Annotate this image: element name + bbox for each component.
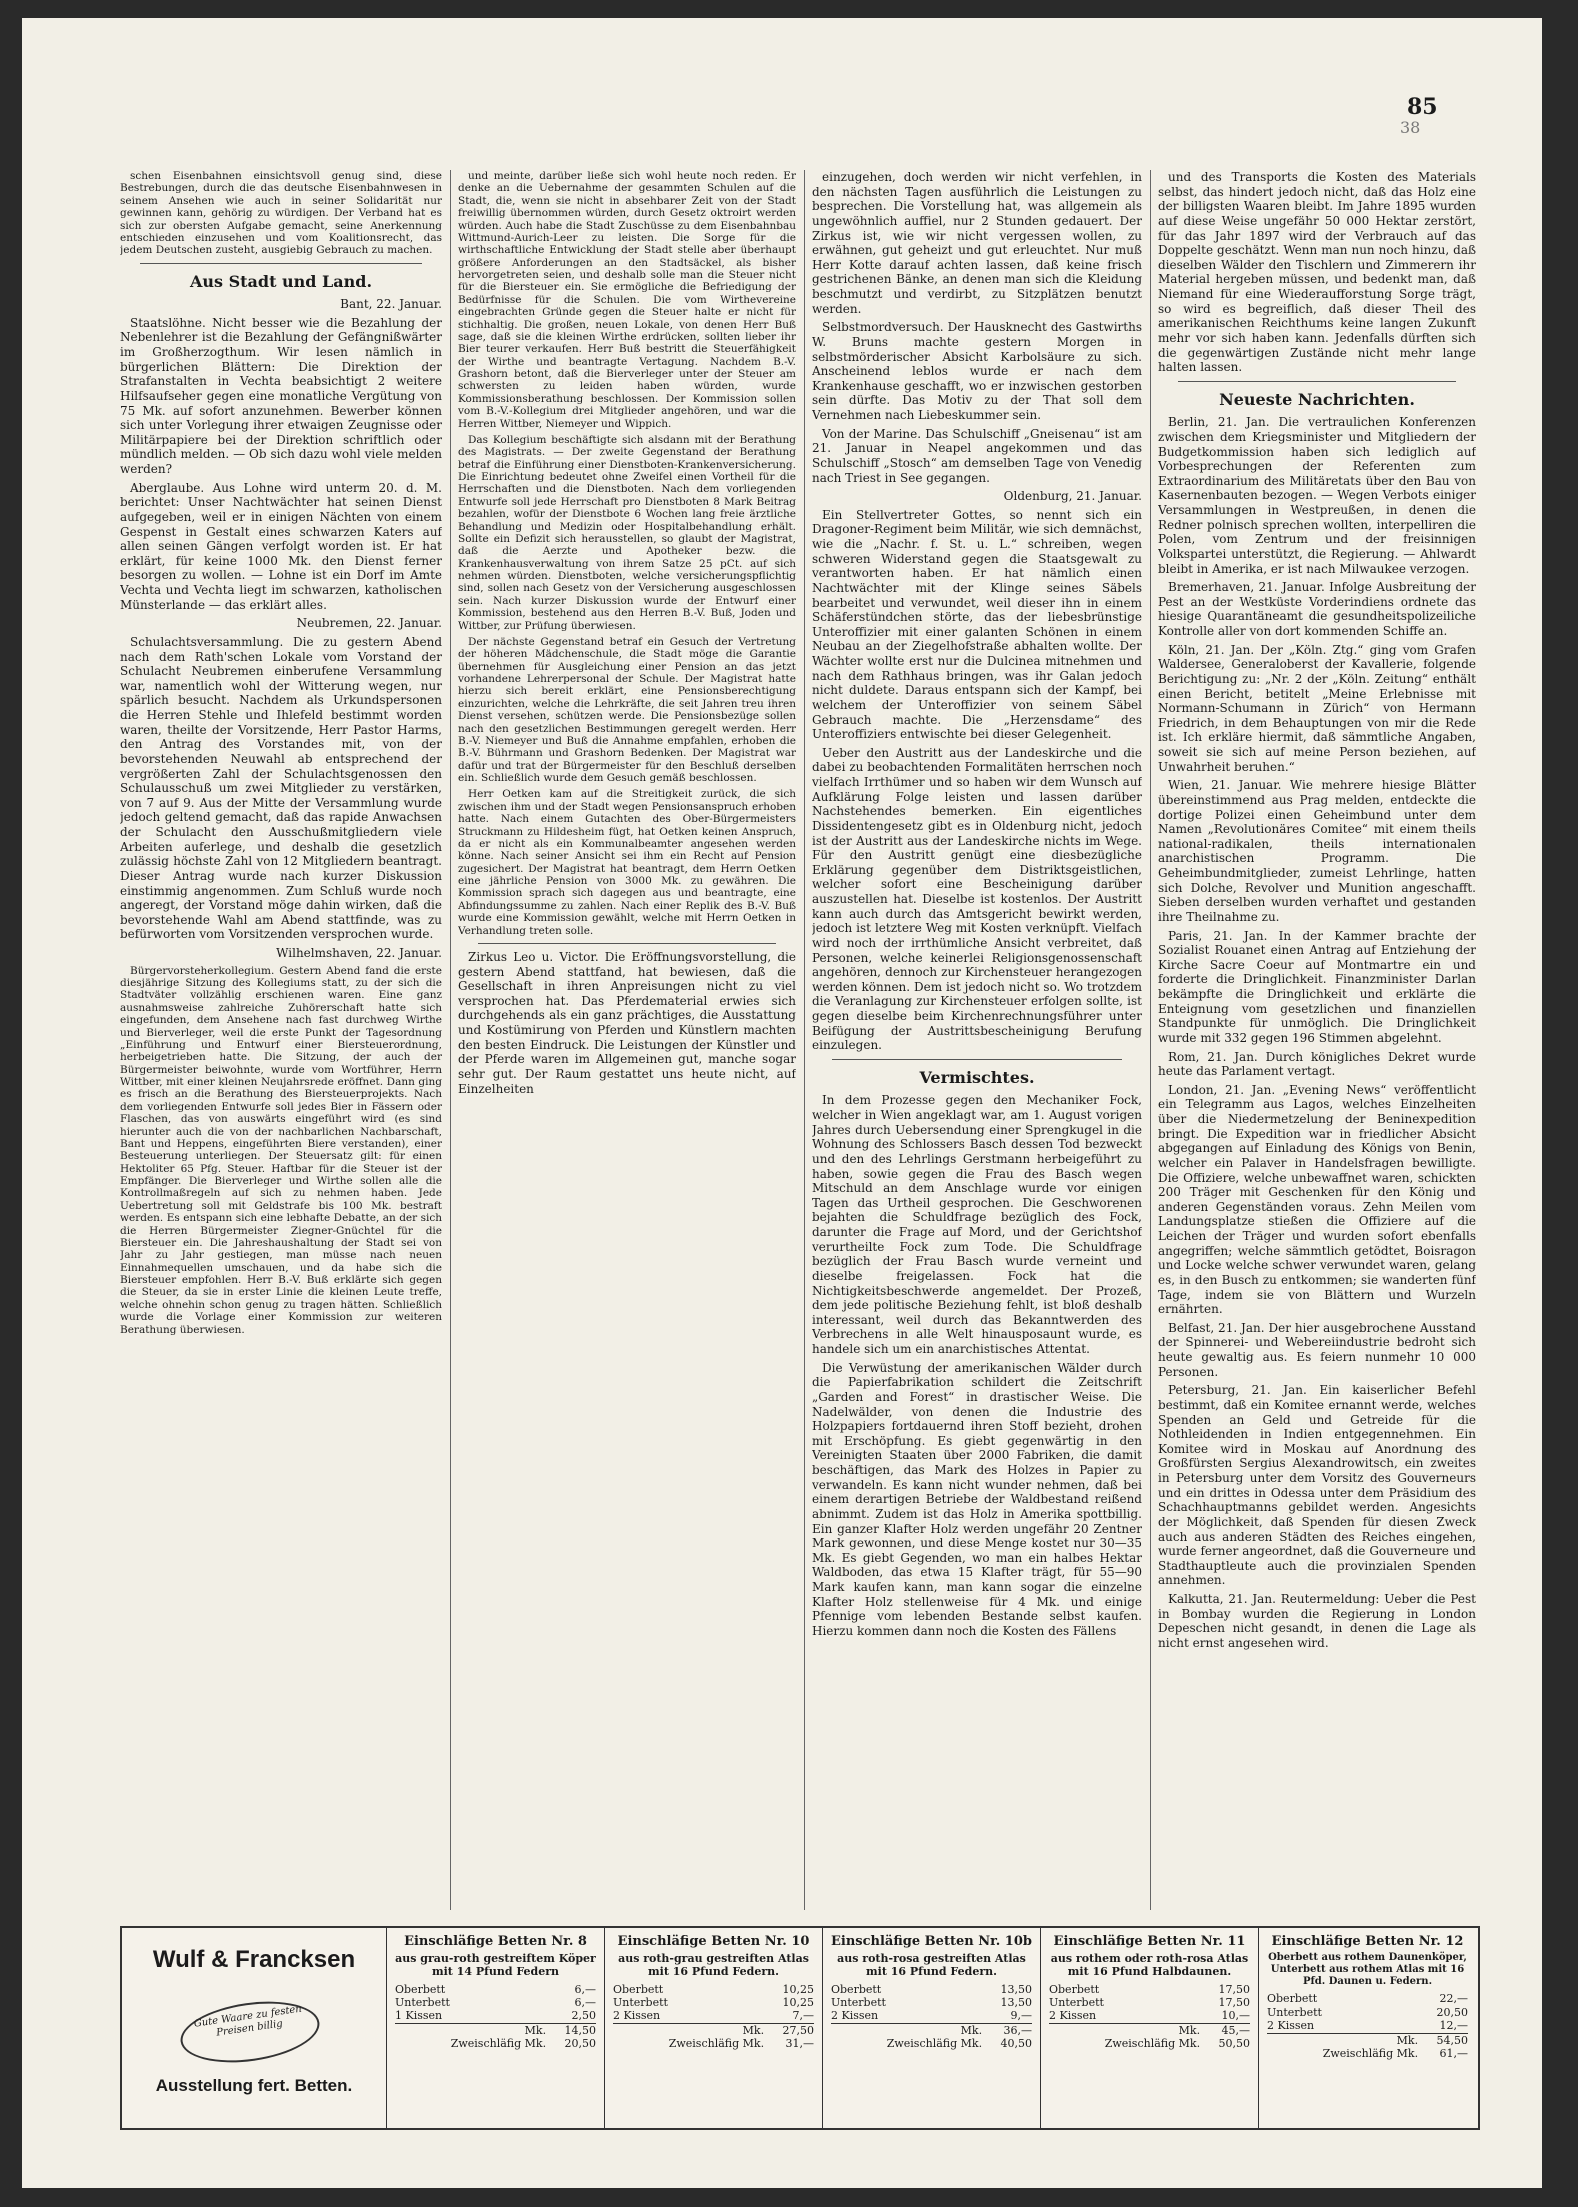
double-price: 31,—: [785, 2037, 814, 2051]
offer-bed-11: [1040, 1928, 1258, 2128]
item-label: Unterbett: [613, 1996, 668, 2010]
double-price: 61,—: [1439, 2047, 1468, 2061]
news-item: Paris, 21. Jan. In der Kammer brachte der Sozialist Rouanet einen Antrag auf Entziehung der Kirche Sacre Coeur auf Montmartre ein und forderte die Dringlichkeit. Finanzminister Darlan bekämpfte die Dringlichkeit und erklärte die Enteignung vom gesetzlichen und finanziellen Standpunkte für unmöglich. Die Dringlichkeit wurde mit 332 gegen 196 Stimmen abgelehnt.: [1158, 928, 1476, 1045]
item-label: Oberbett: [1267, 1992, 1318, 2006]
dateline: Wilhelmshaven, 22. Januar.: [276, 946, 442, 961]
article-staatsloehne: Staatslöhne. Nicht besser wie die Bezahlung der Nebenlehrer ist die Bezahlung der Gefängnißwärter im Großherzogthum. Wir lesen nämlich in bürgerlichen Blättern: Die Direktion der Strafanstalten in Vechta beabsichtigt 2 weitere Hilfsaufseher gegen eine monatliche Vergütung von 75 Mk. auf sofort anzunehmen. Bewerber können sich unter Vorlegung ihrer etwaigen Zeugnisse oder Militärpapiere bei der Direktion schriftlich oder mündlich melden. — Ob sich dazu wohl viele melden werden?: [120, 315, 442, 477]
section-title-local: Aus Stadt und Land.: [189, 271, 373, 291]
offer-description: aus rothem oder roth-rosa Atlas mit 16 Pfund Halbdaunen.: [1050, 1951, 1249, 1979]
total-label: Mk.: [395, 2023, 546, 2037]
item-label: Unterbett: [1267, 2005, 1322, 2019]
offer-title: Einschläfige Betten Nr. 10b: [831, 1934, 1032, 1949]
double-label: Zweischläfig Mk.: [450, 2037, 547, 2051]
article-maedchenschule: Der nächste Gegenstand betraf ein Gesuch der Vertretung der höheren Mädchenschule, die Stadt möge die Garantie übernehmen für Ausgleichung einer Pension an das jetzt vorhandene Lehrerpersonal der Schule. Der Magistrat hatte hierzu sich bereit erklärt, eine Pensionsberechtigung einzurichten, welche die Lehrkräfte, die seit Jahren treu ihren Dienst versehen, schützen werde. Die Pensionsbezüge sollen nach den gesetzlichen Bestimmungen geregelt werden. Herr B.-V. Niemeyer und Buß die Annahme empfahlen, erhoben die B.-V. Bührmann und Grashorn Bedenken. Der Magistrat war dafür und trat der Bürgermeister für den Beschluß derselben ein. Schließlich wurde dem Gesuch gemäß beschlossen.: [458, 635, 796, 784]
article-waelder: Die Verwüstung der amerikanischen Wälder durch die Papierfabrikation schildert die Zeitschrift „Garden and Forest“ in drastischer Weise. Die Nadelwälder, von denen die Industrie des Holzpapiers fortdauernd ihren Stoff bezieht, drohen mit Erschöpfung. Es giebt gegenwärtig in den Vereinigten Staaten über 2000 Fabriken, die damit beschäftigen, das Mark des Holzes in Papier zu verwandeln. Es kann nicht wunder nehmen, daß bei einem derartigen Betriebe der Waldbestand reißend abnimmt. Zudem ist das Holz in Amerika spottbillig. Ein ganzer Klafter Holz werden ungefähr 20 Zentner Mark gewonnen, und diese Menge kostet nur 30—35 Mk. Es giebt Gegenden, wo man ein halbes Hektar Waldboden, das etwa 15 Klafter trägt, für 55—90 Mark kaufen kann, man kann sogar die einzelne Klafter Holz stellenweise für 4 Mk. und einige Pfennige vom lebenden Bestande selbst kaufen. Hierzu kommen dann noch die Kosten des Fällens: [812, 1360, 1142, 1638]
dateline: Neubremen, 22. Januar.: [296, 616, 442, 631]
item-price: 17,50: [1218, 1996, 1250, 2010]
offer-bed-12: [1258, 1928, 1476, 2128]
advert-firm-name: Wulf & Francksen: [152, 1946, 356, 1973]
news-item: Belfast, 21. Jan. Der hier ausgebrochene Ausstand der Spinnerei- und Webereiindustrie bedroht sich heute gewaltig aus. Es feiern nunmehr 10 000 Personen.: [1158, 1320, 1476, 1379]
advert-stamp: Gute Waare zu festen Preisen billig: [177, 1994, 324, 2071]
item-price: 6,—: [574, 1996, 596, 2010]
offer-bed-10: [604, 1928, 822, 2128]
column-rule: [1150, 170, 1151, 1910]
article-landeskirche: Ueber den Austritt aus der Landeskirche und die dabei zu beobachtenden Formalitäten herrschen noch vielfach Irrthümer und so haben wir dem Wunsch auf Aufklärung Folge leisten und lassen darüber Nachstehendes bemerken. Ein eigentliches Dissidentengesetz gibt es in Oldenburg nicht, jedoch ist der Austritt aus der Landeskirche nichts im Wege. Für den Austritt genügt eine diesbezügliche Erklärung gegenüber dem Distriktsgeistlichen, welcher sofort eine Bescheinigung darüber auszustellen hat. Dieselbe ist kostenlos. Der Austritt kann auch durch das Amtsgericht bewirkt werden, jedoch ist letztere Weg mit Kosten verknüpft. Vielfach wird noch der irrthümliche Ansicht verbreitet, daß Personen, welche keinerlei Religionsgenossenschaft angehören, dennoch zur Kirchensteuer herangezogen werden können. Dem ist jedoch nicht so. Wo trotzdem die Veranlagung zur Kirchensteuer erfolgen sollte, ist gegen dieselbe beim Kirchenrechnungsführer unter Beifügung der Austrittsbescheinigung Berufung einzulegen.: [812, 745, 1142, 1053]
offer-title: Einschläfige Betten Nr. 12: [1271, 1934, 1464, 1949]
item-price: 10,25: [782, 1982, 814, 1996]
item-label: Oberbett: [395, 1982, 446, 1996]
item-price: 13,50: [1000, 1996, 1032, 2010]
article-pension: Herr Oetken kam auf die Streitigkeit zurück, die sich zwischen ihm und der Stadt wegen Pensionsanspruch erhoben hatte. Nach einem Gutachten des Ober-Bürgermeisters Struckmann zu Hildesheim fügt, hat Oetken keinen Anspruch, da er nicht als ein Kommunalbeamter angesehen werden könne. Nach seiner Ansicht sei ihm ein Recht auf Pension zugesichert. Der Magistrat hat beantragt, dem Herrn Oetken eine jährliche Pension von 3000 Mk. zu gewähren. Die Kommission sprach sich dagegen aus und beantragte, eine Abfindungssumme zu zahlen. Nach einer Replik des B.-V. Buß wurde eine Kommission gewählt, welche mit Herrn Oetken in Verhandlung treten solle.: [458, 788, 796, 937]
offer-title: Einschläfige Betten Nr. 11: [1053, 1934, 1246, 1949]
column-rule: [804, 170, 805, 1910]
item-price: 22,—: [1439, 1992, 1468, 2006]
item-price: 9,—: [1010, 2009, 1032, 2023]
total-label: Mk.: [831, 2023, 982, 2037]
offer-bed-10b: [822, 1928, 1040, 2128]
column-4: [1158, 170, 1476, 1910]
article-zirkus: Zirkus Leo u. Victor. Die Eröffnungsvorstellung, die gestern Abend stattfand, hat bewiesen, daß die Gesellschaft in ihren Anpreisungen nicht zu viel versprochen hat. Das Pferdematerial erwies sich durchgehends als ein ganz prächtiges, die Ausstattung und Kostümirung von Pferden und Künstlern machten den besten Eindruck. Die Leistungen der Künstler und der Pferde waren im Allgemeinen gut, manche sogar sehr gut. Der Raum gestattet uns heute nicht, auf Einzelheiten: [458, 949, 796, 1096]
total-price: 45,—: [1200, 2023, 1250, 2037]
article-waelder-cont: und des Transports die Kosten des Materials selbst, das hindert jedoch nicht, daß das Holz eine der billigsten Waaren bleibt. Im Jahre 1895 wurden auf diese Weise ungefähr 50 000 Hektar zerstört, für das Jahr 1897 wird der Verbrauch auf das Doppelte geschätzt. Wenn man nun noch hinzu, daß dieselben Wälder den Tischlern und Zimmerern ihr Material hergeben müssen, und bedenkt man, daß Niemand für eine Wiederaufforstung Sorge trägt, so wird es begreiflich, daß dieser Theil des amerikanischen Reichthums keine langen Zukunft mehr vor sich haben kann. Jedenfalls dürften sich die gegenwärtigen Zustände nicht mehr lange halten lassen.: [1158, 170, 1476, 375]
total-price: 54,50: [1418, 2033, 1468, 2047]
item-price: 2,50: [571, 2009, 596, 2023]
page-mark: 38: [1400, 118, 1421, 137]
divider: [478, 943, 776, 944]
item-label: 2 Kissen: [1049, 2009, 1097, 2023]
page-number: 85: [1407, 94, 1438, 120]
item-label: Oberbett: [613, 1982, 664, 1996]
offer-price-table: [613, 1983, 814, 2051]
total-price: 14,50: [546, 2023, 596, 2037]
article-prozess: In dem Prozesse gegen den Mechaniker Fock, welcher in Wien angeklagt war, am 1. August vorigen Jahres durch Uebersendung einer Sprengkugel in die Wohnung des Schlossers Basch dessen Tod bezweckt und den des Lehrlings Gerstmann herbeigeführt zu haben, sowie gegen die Frau des Basch wegen Mitschuld an dem Anschlage wurde vor einigen Tagen das Urtheil gesprochen. Die Geschworenen bejahten die Schuldfrage bezüglich des Fock, darunter die Frage auf Mord, und der Gerichtshof verurtheilte Fock zum Tode. Die Schuldfrage bezüglich der Frau Basch wurde verneint und dieselbe freigelassen. Fock hat die Nichtigkeitsbeschwerde angemeldet. Der Prozeß, dem jede politische Beziehung fehlt, ist bloß deshalb interessant, weil durch das Bekanntwerden des Verbrechens in alle Welt hinausposaunt wurde, es handele sich um ein anarchistisches Attentat.: [812, 1093, 1142, 1357]
double-label: Zweischläfig Mk.: [668, 2037, 765, 2051]
item-price: 13,50: [1000, 1982, 1032, 1996]
column-rule: [450, 170, 451, 1910]
double-price: 50,50: [1218, 2037, 1250, 2051]
offer-description: aus grau-roth gestreiftem Köper mit 14 Pfund Federn: [395, 1951, 596, 1979]
item-price: 10,—: [1221, 2009, 1250, 2023]
article-zirkus-cont: einzugehen, doch werden wir nicht verfehlen, in den nächsten Tagen ausführlich die Leistungen zu besprechen. Die Vorstellung hat, was allgemein als ungewöhnlich auffiel, nur 2 Stunden gedauert. Der Zirkus ist, wie wir nicht vergessen wollen, zu erwähnen, gut geheizt und gut erleuchtet. Nur muß Herr Kotte darauf achten lassen, daß keine frisch gestrichenen Bänke, an denen man sich die Kleidung beschmutzt und verdirbt, zu Sitzplätzen benutzt werden.: [812, 170, 1142, 316]
item-price: 20,50: [1436, 2005, 1468, 2019]
item-price: 10,25: [782, 1996, 814, 2010]
item-label: Unterbett: [1049, 1996, 1104, 2010]
news-item: Rom, 21. Jan. Durch königliches Dekret wurde heute das Parlament vertagt.: [1158, 1049, 1476, 1079]
offer-description: aus roth-grau gestreiften Atlas mit 16 Pfund Federn.: [618, 1951, 809, 1979]
section-title-news: Neueste Nachrichten.: [1219, 389, 1415, 409]
offer-price-table: [1267, 1992, 1468, 2060]
article-selbstmord: Selbstmordversuch. Der Hausknecht des Gastwirths W. Bruns machte gestern Morgen in selbstmörderischer Absicht Karbolsäure zu sich. Anscheinend leblos wurde er nach dem Krankenhause geschafft, wo er inzwischen gestorben sein dürfte. Das Motiv zu der That soll dem Vernehmen nach Liebeskummer sein.: [812, 320, 1142, 422]
offer-bed-8: [386, 1928, 604, 2128]
news-item: Berlin, 21. Jan. Die vertraulichen Konferenzen zwischen dem Kriegsminister und Mitgliedern der Budgetkommission haben sich lediglich auf Vorbesprechungen der Referenten zum Extraordinarium des Militäretats über den Bau von Kasernenbauten bezogen. — Wegen Verbots einiger Versammlungen in Westpreußen, in denen die Redner polnisch sprechen wollten, interpelliren die Polen, vom Zentrum und der freisinnigen Volkspartei unterstützt, die Regierung. — Ahlwardt bleibt in Amerika, er ist nach Milwaukee verzogen.: [1158, 415, 1476, 576]
total-label: Mk.: [1049, 2023, 1200, 2037]
total-label: Mk.: [1267, 2033, 1418, 2047]
offer-price-table: [1049, 1983, 1250, 2051]
newspaper-page: [22, 18, 1542, 2188]
news-item: London, 21. Jan. „Evening News“ veröffentlicht ein Telegramm aus Lagos, welches Einzelheiten über die Niedermetzelung der Beninexpedition bringt. Die Expedition war in friedlicher Absicht abgegangen auf Einladung des Königs von Benin, welcher ein Palaver in Handelsfragen bewilligte. Die Offiziere, welche unbewaffnet waren, schickten 200 Träger mit Geschenken für den König und anderen Gegenständen voraus. Zehn Meilen vom Landungsplatze stießen die Offiziere auf die Leichen der Träger und wurden sofort ebenfalls angegriffen; welche sämmtlich getödtet, Boisragon und Locke welche schwer verwundet waren, gelang es, in den Busch zu entkommen; sie wanderten fünf Tage, indem sie von Blättern und Wurzeln ernährten.: [1158, 1082, 1476, 1317]
item-label: 2 Kissen: [831, 2009, 879, 2023]
offer-price-table: [395, 1983, 596, 2051]
dateline: Oldenburg, 21. Januar.: [1003, 489, 1142, 504]
column-3: [812, 170, 1142, 1910]
item-label: 2 Kissen: [613, 2009, 661, 2023]
item-price: 7,—: [792, 2009, 814, 2023]
article-buergervorsteher: Bürgervorsteherkollegium. Gestern Abend fand die erste diesjährige Sitzung des Kollegiums statt, zu der sich die Stadtväter vollzählig erschienen waren. Eine ganz ausnahmsweise zahlreiche Zuhörerschaft hatte sich eingefunden, dem Ansehene nach fast durchweg Wirthe und Bierverleger, weil die erste Punkt der Tagesordnung „Einführung und Entwurf einer Biersteuerordnung, herbeigetrieben hatte. Die Sitzung, der auch der Bürgermeister beiwohnte, wurde vom Wortführer, Herrn Wittber, mit einer kleinen Neujahrsrede eröffnet. Dann ging es frisch an die Berathung des Biersteuerprojekts. Nach dem vorliegenden Entwurfe soll jedes Bier in Fässern oder Flaschen, das von auswärts eingeführt wird (es sind hierunter auch die von der nachbarlichen Nachbarschaft, Bant und Heppens, eingeführten Biere verstanden), einer Besteuerung unterliegen. Der Steuersatz gilt: für einen Hektoliter 65 Pfg. Steuer. Haftbar für die Steuer ist der Empfänger. Die Bierverleger und Wirthe sollen alle die Kontrollmaßregeln auf sich zu nehmen haben. Jede Uebertretung soll mit Geldstrafe bis 100 Mk. bestraft werden. Es entspann sich eine lebhafte Debatte, an der sich die Herren Bürgermeister Ziegner-Gnüchtel für die Biersteuer ein. Die Jahreshaushaltung der Stadt sei von Jahr zu Jahr gestiegen, man müsse nach neuen Einnahmequellen umschauen, und da habe sich die Biersteuer empfohlen. Herr B.-V. Buß erklärte sich gegen die Steuer, da sie in erster Linie die kleinen Leute treffe, welche ohnehin schon genug zu tragen hätten. Schließlich wurde die Vorlage einer Kommission zur weiteren Berathung überwiesen.: [120, 964, 442, 1336]
double-price: 40,50: [1000, 2037, 1032, 2051]
item-price: 12,—: [1439, 2019, 1468, 2033]
divider: [1178, 381, 1456, 382]
article-intro: schen Eisenbahnen einsichtsvoll genug sind, diese Bestrebungen, durch die das deutsche Eisenbahnwesen in seinem Ansehen wie auch in seiner Solidarität nur gewinnen kann, gehörig zu würdigen. Der Verband hat es sich zur obersten Aufgabe gemacht, seine Anerkennung entschieden einzusehen und vom Koalitionsrecht, das jedem Deutschen zusteht, ausgiebig Gebrauch zu machen.: [120, 170, 442, 257]
double-price: 20,50: [564, 2037, 596, 2051]
news-item: Petersburg, 21. Jan. Ein kaiserlicher Befehl bestimmt, daß ein Komitee ernannt werde, welches Spenden an Geld und Getreide für die Nothleidenden in Indien entgegennehmen. Ein Komitee wird in Moskau auf Anordnung des Großfürsten Sergius Alexandrowitsch, ein zweites in Petersburg unter dem Vorsitz des Gouverneurs und ein drittes in Odessa unter dem Präsidium des Schachhauptmanns gebildet werden. Angesichts der Möglichkeit, daß Spenden für diesen Zweck auch aus anderen Städten des Reiches eingehen, wurde ferner angeordnet, daß die Gouverneure und Stadthauptleute auch die provinzialen Spenden annehmen.: [1158, 1383, 1476, 1588]
item-price: 6,—: [574, 1982, 596, 1996]
article-continuation: und meinte, darüber ließe sich wohl heute noch reden. Er denke an die Uebernahme der gesammten Schulen auf die Stadt, die, wenn sie nicht in absehbarer Zeit von der Stadt freiwillig übernommen würden, durch Gesetz oktroirt werden würden. Auch habe die Stadt Zuschüsse zu dem Eisenbahnbau Wittmund-Aurich-Leer zu leisten. Die Sorge für die wirthschaftliche Entwicklung der Stadt stelle aber überhaupt größere Anforderungen an den Stadtsäckel, als bisher hervorgetreten seien, und deshalb solle man die Steuer nicht für die Biersteuer ein. Sie ermögliche die Befriedigung der Bedürfnisse für die Schulen. Die vom Wirthevereine eingebrachten Gründe gegen die Steuer halte er nicht für stichhaltig. Die großen, neuen Lokale, von denen Herr Buß sage, daß sie die kleinen Wirthe erdrücken, sollten lieber ihr Bier teurer verkaufen. Herr Buß bestritt die Steuerfähigkeit der Wirthe und beantragte Vertagung. Nachdem B.-V. Grashorn betont, daß die Bierverleger unter der Steuer am schwersten zu leiden haben würden, wurde Kommissionsberathung beschlossen. Der Kommission sollen vom B.-V.-Kollegium drei Mitglieder angehören, und war die Herren Wittber, Niemeyer und Wippich.: [458, 170, 796, 430]
news-item: Wien, 21. Januar. Wie mehrere hiesige Blätter übereinstimmend aus Prag melden, entdeckte die dortige Polizei einen Geheimbund unter dem Namen „Revolutionäres Comitee“ mit einem theils national-radikalen, theils internationalen anarchistischen Programm. Die Geheimbundmitglieder, zumeist Lehrlinge, hatten sich Dolche, Revolver und Munition angeschafft. Sieben derselben wurden verhaftet und gestanden ihre Theilnahme zu.: [1158, 778, 1476, 924]
offer-title: Einschläfige Betten Nr. 8: [404, 1934, 587, 1949]
total-price: 27,50: [764, 2023, 814, 2037]
double-label: Zweischläfig Mk.: [1322, 2047, 1419, 2061]
article-krankenversicherung: Das Kollegium beschäftigte sich alsdann mit der Berathung des Magistrats. — Der zweite Gegenstand der Berathung betraf die Einführung einer Dienstboten-Krankenversicherung. Die Einrichtung bedeutet ohne Zweifel einen Vortheil für die Herrschaften und die Dienstboten. Nach dem vorliegenden Entwurfe soll jede Herrschaft pro Dienstboten 8 Mark Beitrag bezahlen, wofür der Dienstbote 6 Wochen lang freie ärztliche Behandlung und Medizin oder Hospitalbehandlung erhält. Sollte ein Defizit sich herausstellen, so glaubt der Magistrat, daß die Aerzte und Apotheker bezw. die Krankenhausverwaltung von ihrem Satze 25 pCt. auf sich nehmen würden. Dienstboten, welche versicherungspflichtig sind, sollen nach Gesetz von der Versicherung ausgeschlossen sein. Nach kurzer Diskussion wurde der Entwurf einer Kommission, bestehend aus den Herren B.-V. Buß, Joden und Wittber, zur Prüfung überwiesen.: [458, 433, 796, 632]
column-2: [458, 170, 796, 1910]
divider: [832, 1059, 1122, 1060]
item-label: Oberbett: [1049, 1982, 1100, 1996]
offer-price-table: [831, 1983, 1032, 2051]
news-item: Kalkutta, 21. Jan. Reutermeldung: Ueber die Pest in Bombay wurden die Regierung in London Depeschen nicht gesandt, in denen die Lage als nicht ernst angesehen wird.: [1158, 1592, 1476, 1650]
bedding-advertisement: [120, 1926, 1480, 2130]
double-label: Zweischläfig Mk.: [886, 2037, 983, 2051]
item-label: 1 Kissen: [395, 2009, 443, 2023]
article-marine: Von der Marine. Das Schulschiff „Gneisenau“ ist am 21. Januar in Neapel angekommen und das Schulschiff „Stosch“ am demselben Tage von Venedig nach Triest in See gegangen.: [812, 426, 1142, 485]
item-price: 17,50: [1218, 1982, 1250, 1996]
dateline: Bant, 22. Januar.: [340, 297, 442, 312]
advert-footer: Ausstellung fert. Betten.: [155, 2076, 353, 2095]
item-label: Unterbett: [831, 1996, 886, 2010]
article-aberglaube: Aberglaube. Aus Lohne wird unterm 20. d. M. berichtet: Unser Nachtwächter hat seinen Dienst aufgegeben, weil er in einigen Nächten von einem Gespenst in Gestalt eines schwarzen Katers auf allen seinen Gängen verfolgt worden ist. Er hat erklärt, für keine 1000 Mk. den Dienst ferner besorgen zu wollen. — Lohne ist ein Dorf im Amte Vechta und Vechta liegt im schwarzen, katholischen Münsterlande — das erklärt alles.: [120, 480, 442, 612]
total-label: Mk.: [613, 2023, 764, 2037]
article-stellvertreter: Ein Stellvertreter Gottes, so nennt sich ein Dragoner-Regiment beim Militär, wie sich demnächst, wie die „Nachr. f. St. u. L.“ schreiben, wegen schweren Widerstand gegen die Staatsgewalt zu verantworten haben. Er hat nämlich einen Nachtwächter mit der Klinge seines Säbels bearbeitet und verwundet, weil dieser ihn in einem Schäferstündchen störte, das der liebesbrünstige Unteroffizier mit einer galanten Schönen in einem Neubau an der Ziegelhofstraße abhalten wollte. Der Wächter wollte erst nur die Dulcinea mitnehmen und nach dem Rathhaus bringen, was ihr Galan jedoch nicht duldete. Daraus entspann sich der Kampf, bei welchem der Unteroffizier von seinem Säbel Gebrauch machte. Die „Herzensdame“ des Unteroffiziers entwischte bei dieser Gelegenheit.: [812, 507, 1142, 742]
item-label: Unterbett: [395, 1996, 450, 2010]
item-label: 2 Kissen: [1267, 2019, 1315, 2033]
offer-description: Oberbett aus rothem Daunenköper, Unterbett aus rothem Atlas mit 16 Pfd. Daunen u. Federn.: [1268, 1951, 1467, 1988]
section-title-misc: Vermischtes.: [919, 1067, 1035, 1087]
offer-description: aus roth-rosa gestreiften Atlas mit 16 Pfund Federn.: [837, 1951, 1026, 1979]
news-item: Bremerhaven, 21. Januar. Infolge Ausbreitung der Pest an der Westküste Vorderindiens ordnete das hiesige Quarantäneamt die gesundheitspolizeiliche Kontrolle aller von dort kommenden Schiffe an.: [1158, 580, 1476, 639]
offer-title: Einschläfige Betten Nr. 10: [617, 1934, 810, 1949]
divider: [140, 263, 422, 264]
item-label: Oberbett: [831, 1982, 882, 1996]
article-schulacht: Schulachtsversammlung. Die zu gestern Abend nach dem Rath'schen Lokale vom Vorstand der Schulacht Neubremen einberufene Versammlung war, namentlich wohl der Witterung wegen, nur spärlich besucht. Nachdem als Urkundspersonen die Herren Stehle und Ihlefeld bestimmt worden waren, theilte der Vorsitzende, Herr Pastor Harms, den Antrag des Vorstandes mit, von der bevorstehenden Neuwahl ab entsprechend der vergrößerten Zahl der Schulachtsgenossen den Schulausschuß um zwei Mitglieder zu verstärken, von 7 auf 9. Aus der Mitte der Versammlung wurde jedoch geltend gemacht, daß das rapide Anwachsen der Schulacht den Ausschußmitgliedern viele Arbeiten auferlege, und deshalb die gesetzlich zulässig höchste Zahl von 12 Mitgliedern beantragt. Dieser Antrag wurde nach kurzer Diskussion einstimmig angenommen. Zum Schluß wurde noch angeregt, der Vorstand möge dahin wirken, daß die bevorstehende Wahl am Abend stattfinde, was zu befürworten vom Vorsitzenden versprochen wurde.: [120, 634, 442, 942]
total-price: 36,—: [982, 2023, 1032, 2037]
column-1: [120, 170, 442, 1910]
double-label: Zweischläfig Mk.: [1104, 2037, 1201, 2051]
news-item: Köln, 21. Jan. Der „Köln. Ztg.“ ging vom Grafen Waldersee, Generaloberst der Kavallerie, folgende Berichtigung zu: „Nr. 2 der „Köln. Zeitung“ enthält einen Bericht, betitelt „Meine Erlebnisse mit Normann-Schumann in Zürich“ von Hermann Friedrich, in dem Behauptungen von mir die Rede ist. Ich erkläre hiermit, daß sämmtliche Angaben, soweit sie sich auf meine Person beziehen, auf Unwahrheit beruhen.“: [1158, 642, 1476, 774]
